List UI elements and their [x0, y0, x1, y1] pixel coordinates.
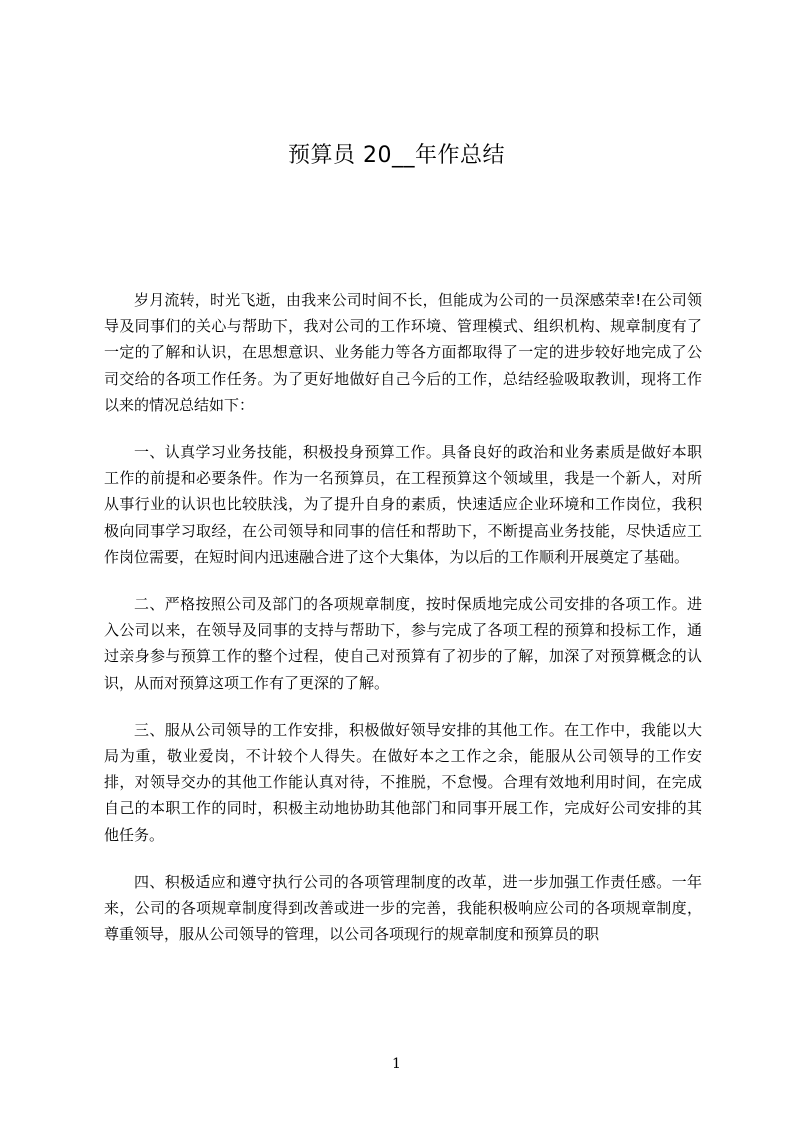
- paragraph-section-1: 一、认真学习业务技能，积极投身预算工作。具备良好的政治和业务素质是做好本职工作的前提和必要条件。作为一名预算员，在工程预算这个领域里，我是一个新人，对所从事行业的认识也比较肤浅，为了提升自身的素质，快速适应企业环境和工作岗位，我积极向同事学习取经，在公司领导和同事的信任和帮助下，不断提高业务技能，尽快适应工作岗位需要，在短时间内迅速融合进了这个大集体，为以后的工作顺利开展奠定了基础。: [104, 443, 702, 566]
- document-body: [104, 287, 702, 968]
- paragraph-section-4: 四、积极适应和遵守执行公司的各项管理制度的改革，进一步加强工作责任感。一年来，公司的各项规章制度得到改善或进一步的完善，我能积极响应公司的各项规章制度，尊重领导，服从公司领导的管理，以公司各项现行的规章制度和预算员的职: [104, 872, 702, 944]
- document-title: 预算员 20__年作总结: [288, 143, 505, 168]
- paragraph-section-2: 二、严格按照公司及部门的各项规章制度，按时保质地完成公司安排的各项工作。进入公司以来，在领导及同事的支持与帮助下，参与完成了各项工程的预算和投标工作，通过亲身参与预算工作的整个过程，使自己对预算有了初步的了解，加深了对预算概念的认识，从而对预算这项工作有了更深的了解。: [104, 595, 702, 692]
- page-number: 1: [392, 1056, 401, 1072]
- paragraph-section-3: 三、服从公司领导的工作安排，积极做好领导安排的其他工作。在工作中，我能以大局为重，敬业爱岗，不计较个人得失。在做好本之工作之余，能服从公司领导的工作安排，对领导交办的其他工作能认真对待，不推脱，不怠慢。合理有效地利用时间，在完成自己的本职工作的同时，积极主动地协助其他部门和同事开展工作，完成好公司安排的其他任务。: [104, 720, 702, 844]
- paragraph-intro: 岁月流转，时光飞逝，由我来公司时间不长，但能成为公司的一员深感荣幸!在公司领导及同事们的关心与帮助下，我对公司的工作环境、管理模式、组织机构、规章制度有了一定的了解和认识，在思想意识、业务能力等各方面都取得了一定的进步较好地完成了公司交给的各项工作任务。为了更好地做好自己今后的工作，总结经验吸取教训，现将工作以来的情况总结如下：: [104, 291, 702, 414]
